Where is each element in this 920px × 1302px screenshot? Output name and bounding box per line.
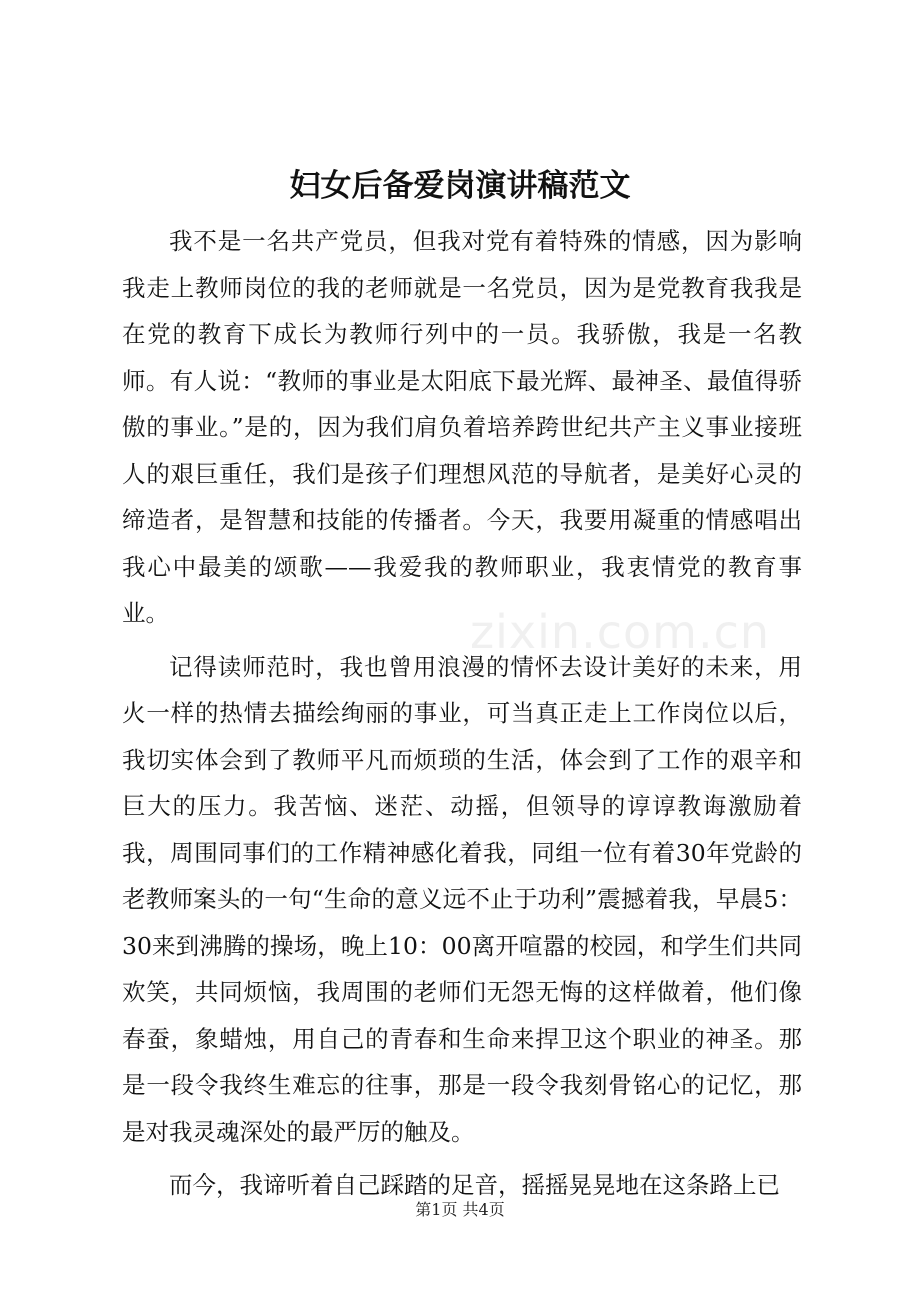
paragraph-3: 而今，我谛听着自己踩踏的足音，摇摇晃晃地在这条路上已 bbox=[169, 1171, 780, 1199]
watermark: zixin.com.cn bbox=[470, 605, 771, 659]
document-title: 妇女后备爱岗演讲稿范文 bbox=[289, 168, 631, 204]
paragraph-2: 记得读师范时，我也曾用浪漫的情怀去设计美好的未来，用火一样的热情去描绘绚丽的事业，可当真正走上工作岗位以后，我切实体会到了教师平凡而烦琐的生活，体会到了工作的艰辛和巨大的压力。我苦恼、迷茫、动摇，但领导的谆谆教诲激励着我，周围同事们的工作精神感化着我，同组一位有着30年党龄的老教师案头的一句“生命的意义远不止于功利”震撼着我，早晨5：30来到沸腾的操场，晚上10：00离开喧嚣的校园，和学生们共同欢笑，共同烦恼，我周围的老师们无怨无悔的这样做着，他们像春蚕，象蜡烛，用自己的青春和生命来捍卫这个职业的神圣。那是一段令我终生难忘的往事，那是一段令我刻骨铭心的记忆，那是对我灵魂深处的最严厉的触及。 bbox=[122, 652, 802, 1146]
page-footer: 第1页 共4页 bbox=[415, 1200, 505, 1219]
paragraph-1: 我不是一名共产党员，但我对党有着特殊的情感，因为影响我走上教师岗位的我的老师就是一名党员，因为是党教育我我是在党的教育下成长为教师行列中的一员。我骄傲，我是一名教师。有人说：“教师的事业是太阳底下最光辉、最神圣、最值得骄傲的事业。”是的，因为我们肩负着培养跨世纪共产主义事业接班人的艰巨重任，我们是孩子们理想风范的导航者，是美好心灵的缔造者，是智慧和技能的传播者。今天，我要用凝重的情感唱出我心中最美的颂歌——我爱我的教师职业，我衷情党的教育事业。 bbox=[122, 227, 802, 627]
document-body bbox=[122, 218, 802, 1209]
